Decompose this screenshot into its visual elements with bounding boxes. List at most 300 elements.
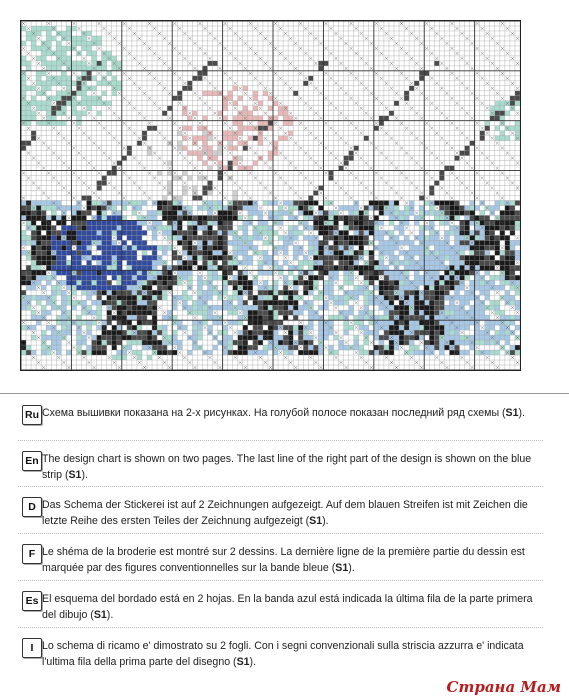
stitch-cell [76, 270, 81, 275]
stitch-cell [404, 96, 409, 101]
stitch-cell [192, 335, 197, 340]
stitch-cell [228, 265, 233, 270]
stitch-cell [213, 215, 218, 220]
stitch-cell [187, 220, 192, 225]
stitch-cell [117, 230, 122, 235]
stitch-cell [157, 285, 162, 290]
stitch-cell [137, 350, 142, 355]
stitch-cell [102, 265, 107, 270]
stitch-cell [419, 71, 424, 76]
stitch-cell [112, 240, 117, 245]
stitch-cell [61, 250, 66, 255]
stitch-cell [268, 156, 273, 161]
stitch-cell [328, 171, 333, 176]
stitch-cell [409, 315, 414, 320]
stitch-cell [56, 290, 61, 295]
stitch-cell [500, 200, 505, 205]
stitch-cell [379, 285, 384, 290]
stitch-cell [21, 235, 26, 240]
stitch-cell [278, 345, 283, 350]
stitch-cell [414, 215, 419, 220]
stitch-cell [349, 290, 354, 295]
stitch-cell [132, 235, 137, 240]
stitch-cell [248, 166, 253, 171]
stitch-cell [268, 151, 273, 156]
stitch-cell [76, 230, 81, 235]
stitch-cell [434, 290, 439, 295]
stitch-cell [172, 315, 177, 320]
stitch-cell [278, 265, 283, 270]
stitch-cell [92, 350, 97, 355]
stitch-cell [31, 111, 36, 116]
stitch-cell [339, 345, 344, 350]
stitch-cell [122, 156, 127, 161]
stitch-cell [243, 146, 248, 151]
stitch-cell [218, 320, 223, 325]
stitch-cell [233, 210, 238, 215]
stitch-cell [213, 320, 218, 325]
stitch-cell [26, 210, 31, 215]
stitch-cell [308, 215, 313, 220]
stitch-cell [424, 325, 429, 330]
stitch-cell [152, 315, 157, 320]
stitch-cell [192, 260, 197, 265]
stitch-cell [122, 250, 127, 255]
stitch-cell [122, 355, 127, 360]
stitch-cell [263, 315, 268, 320]
stitch-cell [268, 295, 273, 300]
stitch-cell [444, 245, 449, 250]
stitch-cell [112, 255, 117, 260]
stitch-cell [157, 270, 162, 275]
stitch-cell [92, 235, 97, 240]
stitch-cell [444, 235, 449, 240]
stitch-cell [268, 325, 273, 330]
stitch-cell [207, 186, 212, 191]
stitch-cell [107, 300, 112, 305]
stitch-cell [97, 61, 102, 66]
stitch-cell [404, 260, 409, 265]
stitch-cell [364, 325, 369, 330]
stitch-cell [349, 280, 354, 285]
stitch-cell [238, 131, 243, 136]
stitch-cell [142, 280, 147, 285]
stitch-cell [233, 295, 238, 300]
stitch-cell [127, 315, 132, 320]
stitch-cell [449, 166, 454, 171]
stitch-cell [253, 310, 258, 315]
stitch-cell [389, 300, 394, 305]
stitch-cell [449, 260, 454, 265]
stitch-cell [97, 235, 102, 240]
stitch-cell [207, 350, 212, 355]
stitch-cell [197, 126, 202, 131]
stitch-cell [339, 250, 344, 255]
stitch-cell [298, 305, 303, 310]
stitch-cell [339, 215, 344, 220]
stitch-cell [202, 295, 207, 300]
stitch-cell [243, 225, 248, 230]
stitch-cell [394, 305, 399, 310]
stitch-cell [71, 260, 76, 265]
stitch-cell [419, 320, 424, 325]
stitch-cell [510, 225, 515, 230]
stitch-cell [71, 101, 76, 106]
stitch-cell [122, 280, 127, 285]
stitch-cell [328, 265, 333, 270]
stitch-cell [298, 350, 303, 355]
stitch-cell [354, 260, 359, 265]
stitch-cell [21, 240, 26, 245]
stitch-cell [21, 290, 26, 295]
stitch-cell [61, 91, 66, 96]
stitch-cell [102, 335, 107, 340]
stitch-cell [132, 310, 137, 315]
stitch-cell [233, 350, 238, 355]
stitch-cell [218, 250, 223, 255]
stitch-cell [298, 330, 303, 335]
stitch-cell [248, 200, 253, 205]
stitch-cell [167, 181, 172, 186]
stitch-cell [46, 225, 51, 230]
stitch-cell [21, 230, 26, 235]
stitch-cell [349, 151, 354, 156]
stitch-cell [439, 176, 444, 181]
stitch-cell [97, 325, 102, 330]
stitch-cell [132, 325, 137, 330]
stitch-cell [444, 220, 449, 225]
stitch-cell [112, 220, 117, 225]
stitch-cell [439, 305, 444, 310]
stitch-cell [354, 205, 359, 210]
stitch-cell [409, 345, 414, 350]
stitch-cell [207, 151, 212, 156]
stitch-cell [142, 220, 147, 225]
stitch-cell [318, 330, 323, 335]
stitch-cell [359, 270, 364, 275]
stitch-cell [187, 240, 192, 245]
stitch-cell [31, 225, 36, 230]
stitch-cell [21, 106, 26, 111]
stitch-cell [46, 101, 51, 106]
stitch-cell [87, 46, 92, 51]
stitch-cell [26, 240, 31, 245]
stitch-cell [293, 285, 298, 290]
stitch-cell [223, 330, 228, 335]
stitch-cell [76, 41, 81, 46]
stitch-cell [258, 235, 263, 240]
stitch-cell [243, 310, 248, 315]
stitch-cell [334, 270, 339, 275]
stitch-cell [449, 275, 454, 280]
stitch-cell [505, 315, 510, 320]
stitch-cell [354, 215, 359, 220]
stitch-cell [379, 255, 384, 260]
stitch-cell [142, 295, 147, 300]
stitch-cell [76, 335, 81, 340]
stitch-cell [51, 305, 56, 310]
stitch-cell [26, 116, 31, 121]
stitch-cell [258, 121, 263, 126]
stitch-cell [344, 320, 349, 325]
stitch-cell [202, 136, 207, 141]
stitch-cell [197, 280, 202, 285]
stitch-cell [470, 255, 475, 260]
stitch-cell [61, 81, 66, 86]
stitch-cell [404, 270, 409, 275]
stitch-cell [303, 205, 308, 210]
stitch-cell [107, 320, 112, 325]
stitch-cell [495, 220, 500, 225]
stitch-cell [253, 345, 258, 350]
stitch-cell [359, 315, 364, 320]
stitch-cell [243, 330, 248, 335]
stitch-cell [167, 186, 172, 191]
stitch-cell [36, 106, 41, 111]
stitch-cell [81, 196, 86, 201]
stitch-cell [117, 300, 122, 305]
stitch-cell [157, 210, 162, 215]
stitch-cell [480, 335, 485, 340]
stitch-cell [475, 325, 480, 330]
stitch-cell [399, 225, 404, 230]
stitch-cell [318, 250, 323, 255]
stitch-cell [344, 310, 349, 315]
stitch-cell [56, 215, 61, 220]
stitch-cell [31, 215, 36, 220]
stitch-cell [515, 265, 520, 270]
stitch-cell [197, 176, 202, 181]
stitch-cell [97, 41, 102, 46]
stitch-cell [394, 205, 399, 210]
stitch-cell [434, 270, 439, 275]
stitch-cell [112, 56, 117, 61]
stitch-cell [379, 290, 384, 295]
stitch-cell [223, 280, 228, 285]
stitch-cell [258, 300, 263, 305]
stitch-cell [127, 330, 132, 335]
stitch-cell [192, 300, 197, 305]
stitch-cell [223, 265, 228, 270]
stitch-cell [66, 270, 71, 275]
stitch-cell [359, 265, 364, 270]
stitch-cell [202, 240, 207, 245]
stitch-cell [238, 225, 243, 230]
stitch-cell [434, 265, 439, 270]
stitch-cell [354, 285, 359, 290]
stitch-cell [339, 300, 344, 305]
stitch-cell [434, 61, 439, 66]
stitch-cell [334, 235, 339, 240]
stitch-cell [137, 265, 142, 270]
stitch-cell [107, 290, 112, 295]
stitch-cell [142, 345, 147, 350]
stitch-cell [454, 315, 459, 320]
stitch-cell [117, 225, 122, 230]
stitch-cell [404, 310, 409, 315]
stitch-cell [142, 260, 147, 265]
stitch-cell [172, 210, 177, 215]
stitch-cell [137, 330, 142, 335]
stitch-cell [515, 280, 520, 285]
stitch-cell [424, 240, 429, 245]
stitch-cell [46, 215, 51, 220]
stitch-cell [278, 106, 283, 111]
stitch-cell [253, 305, 258, 310]
stitch-cell [460, 320, 465, 325]
stitch-cell [465, 300, 470, 305]
stitch-cell [46, 230, 51, 235]
stitch-cell [394, 325, 399, 330]
stitch-cell [132, 250, 137, 255]
stitch-cell [243, 235, 248, 240]
stitch-cell [283, 200, 288, 205]
stitch-cell [485, 215, 490, 220]
stitch-cell [46, 200, 51, 205]
stitch-cell [152, 330, 157, 335]
stitch-cell [66, 26, 71, 31]
stitch-cell [510, 210, 515, 215]
stitch-cell [238, 305, 243, 310]
stitch-cell [328, 270, 333, 275]
stitch-cell [273, 141, 278, 146]
stitch-cell [480, 315, 485, 320]
stitch-cell [515, 315, 520, 320]
stitch-cell [465, 240, 470, 245]
stitch-cell [485, 320, 490, 325]
stitch-cell [480, 215, 485, 220]
stitch-cell [278, 270, 283, 275]
stitch-cell [444, 320, 449, 325]
stitch-cell [434, 245, 439, 250]
stitch-cell [87, 225, 92, 230]
stitch-cell [177, 260, 182, 265]
stitch-cell [36, 245, 41, 250]
stitch-cell [449, 305, 454, 310]
stitch-cell [182, 245, 187, 250]
stitch-cell [409, 290, 414, 295]
stitch-cell [515, 275, 520, 280]
stitch-cell [66, 300, 71, 305]
stitch-cell [76, 260, 81, 265]
stitch-cell [500, 275, 505, 280]
stitch-cell [505, 290, 510, 295]
stitch-cell [228, 295, 233, 300]
stitch-cell [480, 260, 485, 265]
stitch-cell [197, 235, 202, 240]
stitch-cell [76, 240, 81, 245]
stitch-cell [187, 205, 192, 210]
stitch-cell [374, 205, 379, 210]
stitch-cell [41, 335, 46, 340]
stitch-cell [243, 111, 248, 116]
stitch-cell [434, 260, 439, 265]
instruction-text-ru: Схема вышивки показана на 2-х рисунках. На голубой полосе показан последний ряд схемы (S1). [42, 407, 525, 419]
stitch-cell [384, 290, 389, 295]
stitch-cell [268, 300, 273, 305]
stitch-cell [308, 290, 313, 295]
stitch-cell [258, 126, 263, 131]
stitch-cell [21, 56, 26, 61]
stitch-cell [258, 335, 263, 340]
stitch-cell [505, 240, 510, 245]
stitch-cell [449, 310, 454, 315]
stitch-cell [223, 230, 228, 235]
stitch-cell [107, 171, 112, 176]
stitch-cell [334, 350, 339, 355]
stitch-cell [36, 121, 41, 126]
site-watermark-logo: Страна Мам [446, 678, 561, 696]
stitch-cell [349, 255, 354, 260]
stitch-cell [429, 205, 434, 210]
stitch-cell [147, 225, 152, 230]
stitch-cell [46, 325, 51, 330]
stitch-cell [475, 285, 480, 290]
stitch-cell [414, 305, 419, 310]
stitch-cell [293, 325, 298, 330]
stitch-cell [238, 270, 243, 275]
stitch-cell [429, 255, 434, 260]
stitch-cell [243, 255, 248, 260]
stitch-cell [283, 335, 288, 340]
stitch-cell [207, 325, 212, 330]
stitch-cell [475, 300, 480, 305]
stitch-cell [283, 235, 288, 240]
stitch-cell [182, 240, 187, 245]
chart-grid [21, 21, 520, 370]
stitch-cell [283, 315, 288, 320]
stitch-cell [510, 350, 515, 355]
stitch-cell [328, 280, 333, 285]
stitch-cell [344, 220, 349, 225]
stitch-cell [490, 245, 495, 250]
stitch-cell [328, 345, 333, 350]
stitch-cell [394, 235, 399, 240]
stitch-cell [112, 300, 117, 305]
stitch-cell [157, 220, 162, 225]
stitch-cell [172, 235, 177, 240]
stitch-cell [51, 66, 56, 71]
stitch-cell [318, 230, 323, 235]
stitch-cell [344, 235, 349, 240]
stitch-cell [26, 61, 31, 66]
stitch-cell [505, 235, 510, 240]
stitch-cell [61, 56, 66, 61]
stitch-cell [213, 230, 218, 235]
stitch-cell [364, 315, 369, 320]
stitch-cell [394, 210, 399, 215]
stitch-cell [132, 265, 137, 270]
stitch-cell [273, 290, 278, 295]
stitch-cell [404, 315, 409, 320]
stitch-cell [369, 250, 374, 255]
stitch-cell [112, 245, 117, 250]
stitch-cell [66, 285, 71, 290]
stitch-cell [369, 310, 374, 315]
stitch-cell [207, 295, 212, 300]
stitch-cell [56, 51, 61, 56]
stitch-cell [475, 250, 480, 255]
stitch-cell [157, 225, 162, 230]
stitch-cell [293, 345, 298, 350]
stitch-cell [404, 220, 409, 225]
stitch-cell [434, 335, 439, 340]
stitch-cell [313, 265, 318, 270]
stitch-cell [41, 210, 46, 215]
stitch-cell [238, 156, 243, 161]
stitch-cell [147, 151, 152, 156]
stitch-cell [510, 215, 515, 220]
